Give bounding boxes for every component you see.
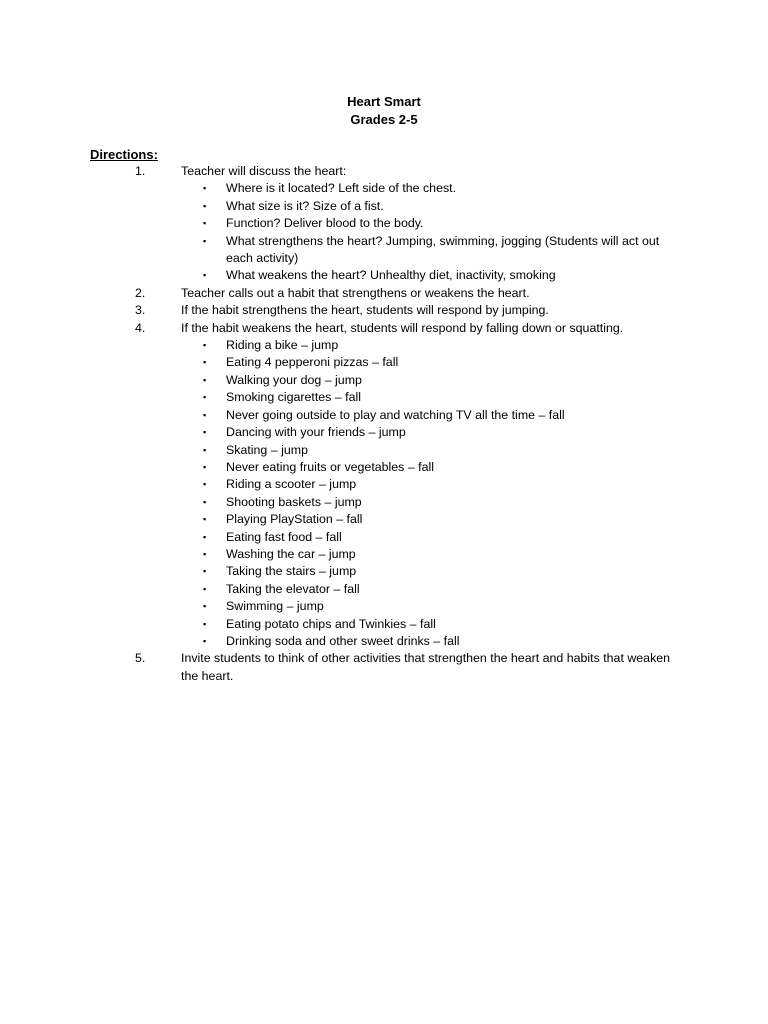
bullet-item: [0, 267, 768, 284]
square-bullet-icon: ▪: [203, 496, 207, 507]
bullet-text: What strengthens the heart? Jumping, swimming, jogging (Students will act out each activity): [226, 233, 660, 266]
square-bullet-icon: ▪: [203, 183, 207, 194]
step-number: 4.: [135, 320, 146, 335]
bullet-text: What size is it? Size of a fist.: [226, 198, 384, 213]
bullet-text: Riding a scooter – jump: [226, 477, 357, 492]
bullet-list: [0, 337, 768, 650]
square-bullet-icon: ▪: [203, 235, 207, 246]
bullet-text: Never eating fruits or vegetables – fall: [226, 459, 434, 474]
square-bullet-icon: ▪: [203, 340, 207, 351]
step-text: Teacher will discuss the heart:: [181, 164, 347, 178]
bullet-item: [0, 354, 768, 371]
square-bullet-icon: ▪: [203, 374, 207, 385]
square-bullet-icon: ▪: [203, 357, 207, 368]
bullet-text: Taking the stairs – jump: [226, 564, 357, 579]
bullet-item: [0, 633, 768, 650]
step-number: 2.: [135, 285, 146, 300]
bullet-item: [0, 372, 768, 389]
bullet-item: [0, 476, 768, 493]
bullet-item: [0, 180, 768, 197]
bullet-text: Shooting baskets – jump: [226, 494, 362, 509]
bullet-list: [0, 180, 768, 284]
direction-step: [0, 302, 768, 319]
square-bullet-icon: ▪: [203, 409, 207, 420]
direction-step: [0, 285, 768, 302]
step-text: Teacher calls out a habit that strengthens or weakens the heart.: [181, 285, 530, 300]
square-bullet-icon: ▪: [203, 461, 207, 472]
square-bullet-icon: ▪: [203, 270, 207, 281]
bullet-item: [0, 581, 768, 598]
square-bullet-icon: ▪: [203, 200, 207, 211]
bullet-item: [0, 511, 768, 528]
square-bullet-icon: ▪: [203, 479, 207, 490]
bullet-text: Where is it located? Left side of the chest.: [226, 181, 457, 196]
step-text: If the habit strengthens the heart, students will respond by jumping.: [181, 303, 549, 318]
document-subtitle: Grades 2-5: [350, 111, 418, 127]
directions-heading: Directions:: [90, 147, 158, 162]
bullet-item: [0, 494, 768, 511]
direction-step: [0, 320, 768, 651]
bullet-text: Eating potato chips and Twinkies – fall: [226, 616, 436, 631]
square-bullet-icon: ▪: [203, 635, 207, 646]
bullet-text: Skating – jump: [226, 442, 308, 457]
bullet-text: Drinking soda and other sweet drinks – fall: [226, 633, 460, 648]
bullet-text: Swimming – jump: [226, 599, 324, 614]
bullet-text: Function? Deliver blood to the body.: [226, 216, 424, 231]
square-bullet-icon: ▪: [203, 218, 207, 229]
square-bullet-icon: ▪: [203, 601, 207, 612]
bullet-text: Riding a bike – jump: [226, 338, 339, 353]
bullet-item: [0, 442, 768, 459]
bullet-item: [0, 546, 768, 563]
step-number: 1.: [135, 164, 146, 178]
bullet-item: [0, 198, 768, 215]
bullet-item: [0, 215, 768, 232]
bullet-item: [0, 459, 768, 476]
square-bullet-icon: ▪: [203, 583, 207, 594]
bullet-text: Playing PlayStation – fall: [226, 512, 363, 527]
square-bullet-icon: ▪: [203, 618, 207, 629]
bullet-text: Taking the elevator – fall: [226, 581, 360, 596]
square-bullet-icon: ▪: [203, 392, 207, 403]
square-bullet-icon: ▪: [203, 531, 207, 542]
square-bullet-icon: ▪: [203, 444, 207, 455]
bullet-item: [0, 529, 768, 546]
bullet-text: Walking your dog – jump: [226, 372, 362, 387]
square-bullet-icon: ▪: [203, 514, 207, 525]
step-text: If the habit weakens the heart, students will respond by falling down or squatting.: [181, 320, 624, 335]
step-number: 3.: [135, 303, 146, 318]
title-block: [0, 93, 768, 128]
bullet-item: [0, 598, 768, 615]
direction-step: [0, 650, 768, 685]
document-title: Heart Smart: [347, 94, 421, 109]
square-bullet-icon: ▪: [203, 548, 207, 559]
bullet-text: Never going outside to play and watching TV all the time – fall: [226, 407, 565, 422]
bullet-item: [0, 407, 768, 424]
bullet-text: Smoking cigarettes – fall: [226, 390, 361, 405]
bullet-text: Eating 4 pepperoni pizzas – fall: [226, 355, 399, 370]
bullet-item: [0, 424, 768, 441]
bullet-text: Washing the car – jump: [226, 546, 356, 561]
bullet-text: Eating fast food – fall: [226, 529, 342, 544]
bullet-item: [0, 337, 768, 354]
step-text: Invite students to think of other activities that strengthen the heart and habits that weaken the heart.: [181, 651, 671, 683]
bullet-item: [0, 616, 768, 633]
directions-list: [0, 163, 768, 685]
bullet-item: [0, 563, 768, 580]
bullet-item: [0, 389, 768, 406]
bullet-text: What weakens the heart? Unhealthy diet, inactivity, smoking: [226, 268, 556, 283]
step-number: 5.: [135, 651, 146, 666]
direction-step: [0, 163, 768, 285]
square-bullet-icon: ▪: [203, 566, 207, 577]
bullet-item: [0, 233, 768, 268]
bullet-text: Dancing with your friends – jump: [226, 425, 406, 440]
square-bullet-icon: ▪: [203, 427, 207, 438]
